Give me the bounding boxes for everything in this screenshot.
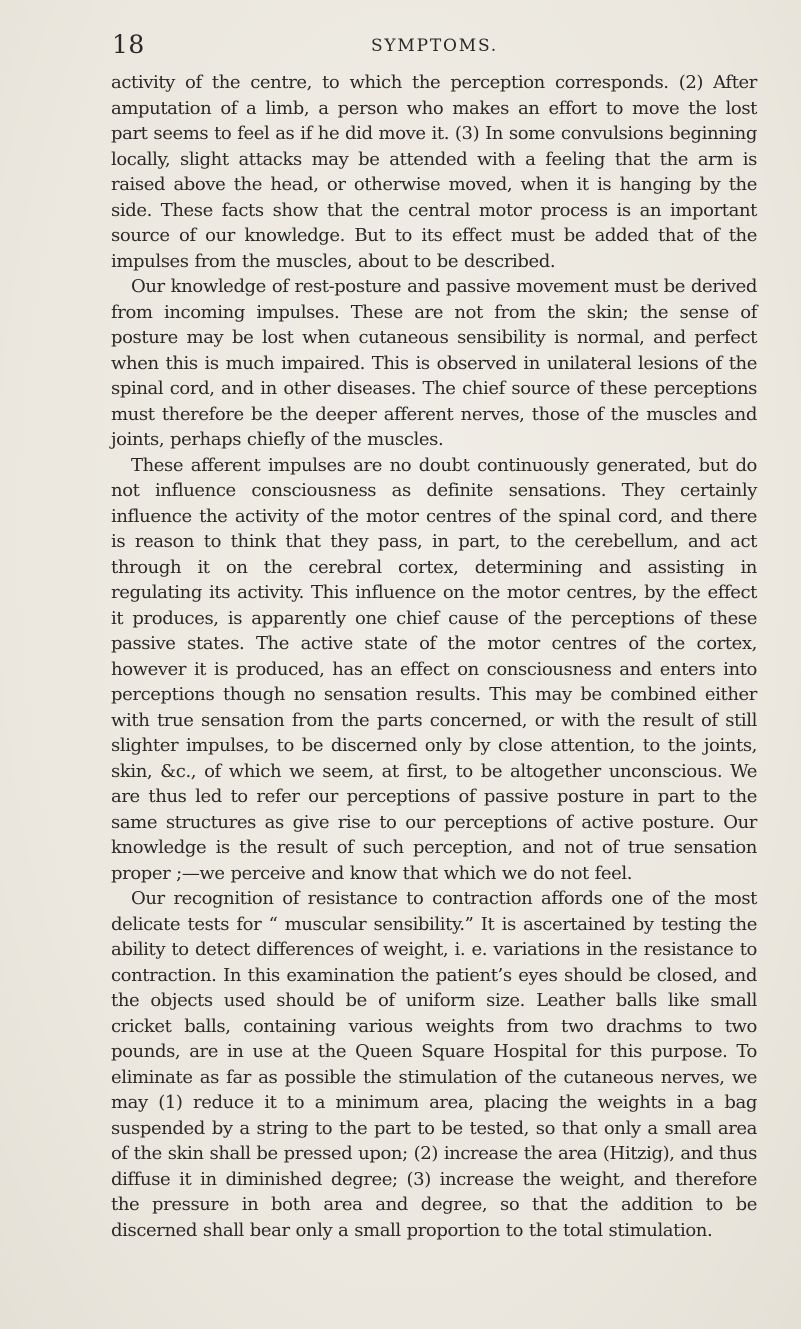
paragraph-rest-posture: Our knowledge of rest-posture and passive movement must be derived from incoming impulses. These are not from the skin; the sense of posture may be lost when cutaneous sensibility is normal, and perfect when this is much impaired. This is observed in unilateral lesions of the spinal cord, and in other diseases. The chief source of these perceptions must therefore be the deeper afferent nerves, those of the muscles and joints, perhaps chiefly of the muscles. [111, 276, 757, 450]
text-body [111, 70, 757, 1243]
running-title: SYMPTOMS. [370, 36, 499, 56]
paragraph-resistance: Our recognition of resistance to contraction affords one of the most delicate tests for “ muscular sensibility.” It is ascertained by testing the ability to detect differences of weight, i. e. variations in the resistance to contraction. In this examination the patient’s eyes should be closed, and the objects used should be of uniform size. Leather balls like small cricket balls, containing various weights from two drachms to two pounds, are in use at the Queen Square Hospital for this purpose. To eliminate as far as possible the stimulation of the cutaneous nerves, we may (1) reduce it to a minimum area, placing the weights in a bag suspended by a string to the part to be tested, so that only a small area of the skin shall be pressed upon; (2) increase the area (Hitzig), and thus diffuse it in diminished degree; (3) increase the weight, and therefore the pressure in both area and degree, so that the addition to be discerned shall bear only a small proportion to the total stimulation. [111, 888, 757, 1241]
paragraph-afferent-impulses: These afferent impulses are no doubt continuously generated, but do not influence consciousness as definite sensations. They certainly influence the activity of the motor centres of the spinal cord, and there is reason to think that they pass, in part, to the cerebellum, and act through it on the cerebral cortex, determining and assisting in regulating its activity. This influence on the motor centres, by the effect it produces, is apparently one chief cause of the perceptions of these passive states. The active state of the motor centres of the cortex, however it is produced, has an effect on consciousness and enters into perceptions though no sensation results. This may be combined either with true sensation from the parts concerned, or with the result of still slighter impulses, to be discerned only by close attention, to the joints, skin, &c., of which we seem, at first, to be altogether unconscious. We are thus led to refer our perceptions of passive posture in part to the same structures as give rise to our perceptions of active posture. Our knowledge is the result of such perception, and not of true sensation proper ;—we perceive and know that which we do not feel. [111, 454, 757, 884]
page-number: 18 [112, 30, 145, 59]
paragraph-continued: activity of the centre, to which the perception corresponds. (2) After amputation of a limb, a person who makes an effort to move the lost part seems to feel as if he did move it. (3) In some convulsions beginning locally, slight attacks may be attended with a feeling that the arm is raised above the head, or otherwise moved, when it is hanging by the side. These facts show that the central motor process is an important source of our knowledge. But to its effect must be added that of the impulses from the muscles, about to be described. [111, 72, 757, 272]
running-head [112, 30, 757, 58]
